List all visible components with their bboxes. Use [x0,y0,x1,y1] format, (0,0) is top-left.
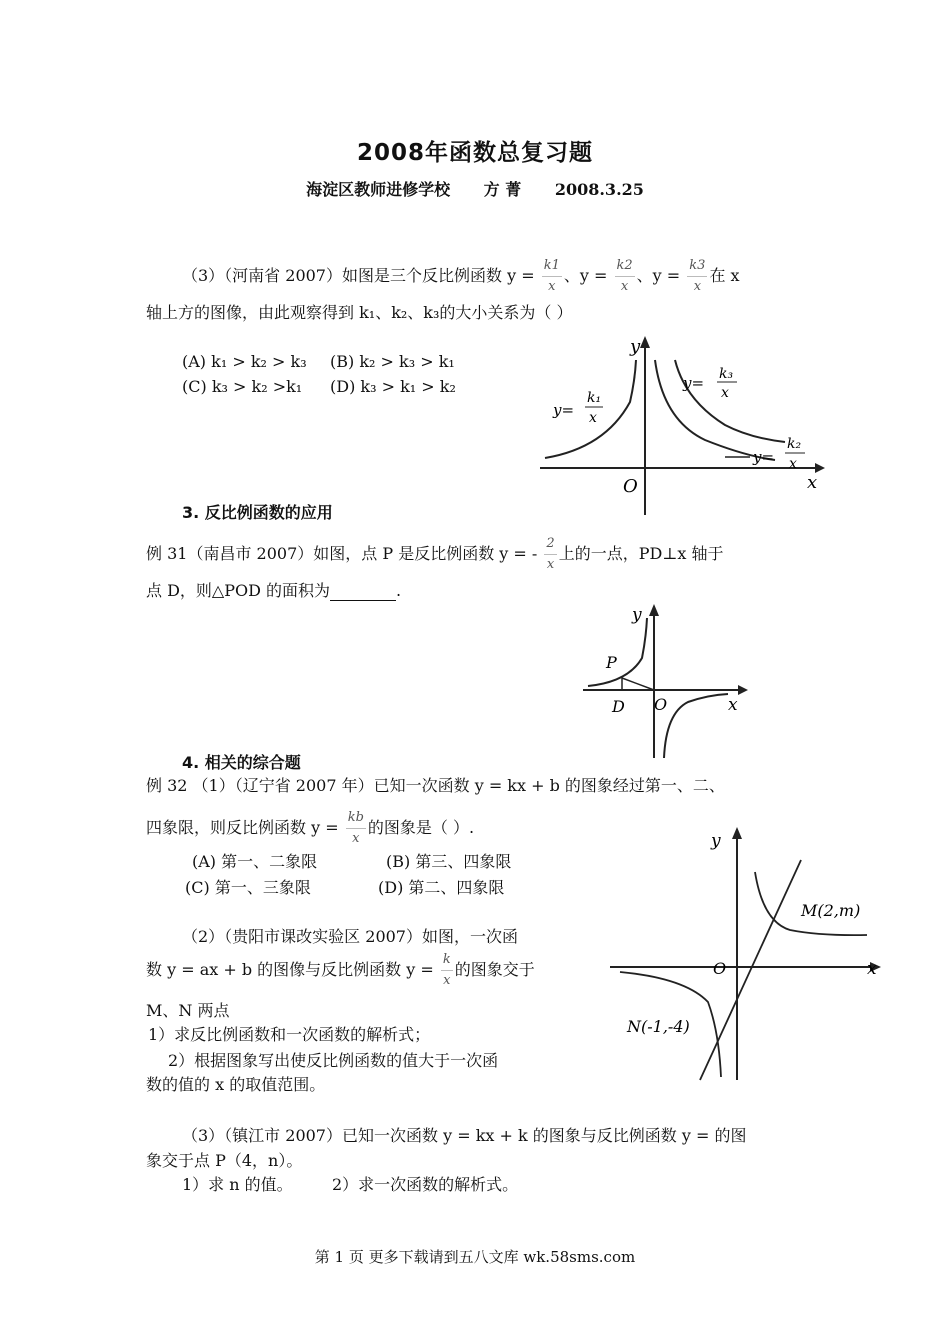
q3-line2: 轴上方的图像，由此观察得到 k₁、k₂、k₃的大小关系为（ ） [146,303,573,322]
q3-option-d: (D) k₃ > k₁ > k₂ [330,377,456,396]
fraction-2-x: $\frac{2}{x}$ [546,536,555,572]
origin-label: O [623,476,638,497]
fraction-k2: $\frac{k2}{x}$ [616,258,633,294]
graph-mn-intersection [605,822,905,1084]
answer-blank[interactable] [330,584,396,601]
school-name: 海淀区教师进修学校 [306,180,451,199]
page-footer: 第 1 页 更多下载请到五八文库 wk.58sms.com [314,1248,636,1266]
ex32-line1: 例 32 （1）（辽宁省 2007 年）已知一次函数 y = kx + b 的图象经过第一、二、 [146,776,725,795]
p2-line4: 1）求反比例函数和一次函数的解析式； [148,1025,431,1044]
fraction-k-x: $\frac{k}{x}$ [442,952,451,988]
curve3-den: x [721,385,729,401]
p3-line3b: 2）求一次函数的解析式。 [332,1175,519,1194]
p3-line3a: 1）求 n 的值。 [182,1175,293,1194]
p2-line2: 数 y = ax + b 的图像与反比例函数 y = $\frac{k}{x}$ 的图象交于 [146,950,535,991]
q3-option-b: (B) k₂ > k₃ > k₁ [330,352,455,371]
curve2-den: x [789,456,797,472]
ex32-line2: 四象限，则反比例函数 y = $\frac{kb}{x}$ 的图象是（ ）. [146,808,474,849]
ex31-line2: 点 D，则△POD 的面积为 . [146,581,402,600]
ex32-option-d: (D) 第二、四象限 [378,878,505,897]
q3-option-a: (A) k₁ > k₂ > k₃ [182,352,307,371]
curve2-k: k₂ [787,436,802,452]
ex32-option-c: (C) 第一、三象限 [185,878,311,897]
axis-y-label: y [632,605,642,625]
ex32-option-b: (B) 第三、四象限 [386,852,512,871]
q3-line1: （3）（河南省 2007）如图是三个反比例函数 y = $\frac{k1}{x}$ 、y = $\frac{k2}{x}$ 、y = $\frac{k3}{x}$ 在 x [182,256,740,297]
ex32-option-a: (A) 第一、二象限 [192,852,318,871]
curve3-k: k₃ [719,366,734,382]
point-m-label: M(2,m) [801,901,861,920]
axis-y-label: y [630,336,641,357]
point-d-label: D [612,697,625,716]
fraction-k1: $\frac{k1}{x}$ [543,258,560,294]
curve1-label: y= [553,401,575,419]
curve1-den: x [589,410,597,426]
curve1-k: k₁ [587,390,602,406]
origin-label: O [654,695,668,714]
q3-option-c: (C) k₃ > k₂ >k₁ [182,377,303,396]
point-p-label: P [606,653,617,672]
curve2-label: y= [753,448,775,466]
page-title: 2008年函数总复习题 [356,140,593,166]
point-n-label: N(-1,-4) [627,1017,690,1036]
axis-x-label: x [728,695,738,715]
axis-x-label: x [867,959,877,979]
p2-line1: （2）（贵阳市课改实验区 2007）如图，一次函 [182,927,518,946]
curve3-label: y= [683,374,705,392]
p2-line5: 2）根据图象写出使反比例函数的值大于一次函 [168,1051,499,1070]
p3-line2: 象交于点 P（4，n）。 [146,1151,303,1170]
axis-x-label: x [807,472,818,493]
graph-pod [578,598,758,763]
fraction-kb-x: $\frac{kb}{x}$ [347,810,364,846]
p3-line1: （3）（镇江市 2007）已知一次函数 y = kx + k 的图象与反比例函数 y = 的图 [182,1126,747,1145]
origin-label: O [713,959,727,978]
p2-line6: 数的值的 x 的取值范围。 [146,1075,326,1094]
section3-heading: 3. 反比例函数的应用 [182,503,333,522]
ex31-line1: 例 31（南昌市 2007）如图，点 P 是反比例函数 y = - $\frac{2}{x}$ 上的一点，PD⊥x 轴于 [146,534,723,575]
p2-line3: M、N 两点 [146,1001,230,1020]
date: 2008.3.25 [554,180,644,199]
fraction-k3: $\frac{k3}{x}$ [689,258,706,294]
page-subtitle [0,177,950,200]
author-name: 方 菁 [483,180,522,199]
graph-inverse-functions [535,330,835,520]
section4-heading: 4. 相关的综合题 [182,753,301,772]
axis-y-label: y [711,831,721,851]
